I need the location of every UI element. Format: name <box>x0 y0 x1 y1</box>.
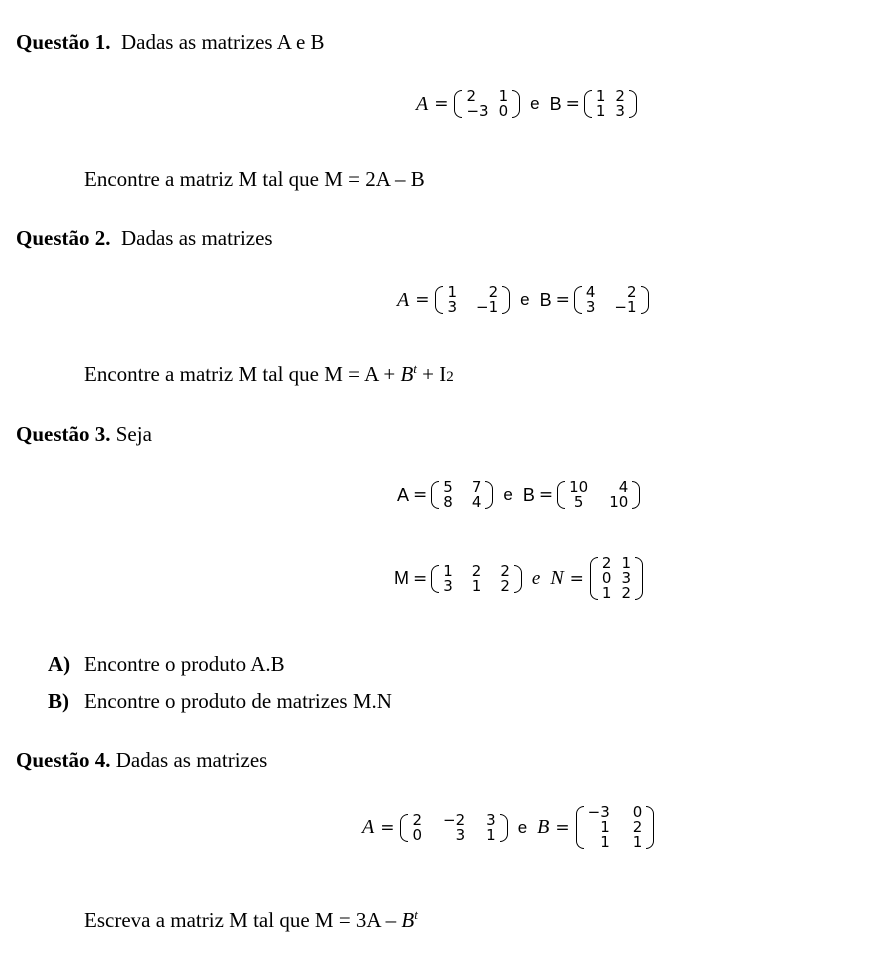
matrix-entry: 1 <box>595 102 606 120</box>
matrix-entry: 1 <box>621 554 632 572</box>
q1-matrix-b-label: B <box>549 93 562 114</box>
q3-equals-a: = <box>413 485 428 505</box>
matrix-entry: 0 <box>601 569 612 587</box>
q3-connector-ab: e <box>503 485 513 504</box>
matrix-entry: −3 <box>587 803 610 821</box>
matrix-entry: 1 <box>600 833 610 851</box>
q3-matrix-b <box>557 480 640 510</box>
matrix-entry: 4 <box>585 283 596 301</box>
matrix-entry: 2 <box>632 818 643 836</box>
q4-instruction <box>84 908 418 933</box>
matrix-entry: 2 <box>500 576 510 595</box>
matrix-entry: −3 <box>466 102 489 120</box>
q3-connector-mn: e <box>531 567 541 589</box>
q3-title-number: Questão 3. <box>16 422 111 446</box>
q2-connector: e <box>520 290 530 309</box>
q3-matrix-b-label: B <box>522 484 535 505</box>
matrix-entry: 0 <box>412 825 423 844</box>
matrix-entry: 4 <box>618 478 629 496</box>
matrix-entry: −2 <box>443 810 466 829</box>
q2-instruction-b: B <box>400 362 414 386</box>
matrix-entry: 1 <box>498 87 509 105</box>
q3-item-b-label: B) <box>48 689 69 713</box>
q4-equals-a: = <box>380 817 395 838</box>
q4-equals-b: = <box>555 817 570 838</box>
q3-title <box>16 422 152 447</box>
q3-equation-mn <box>394 556 643 601</box>
q2-matrix-b-label: B <box>539 289 552 310</box>
q4-matrix-a <box>400 810 507 844</box>
q2-title <box>16 226 273 251</box>
q3-matrix-a <box>431 480 493 510</box>
matrix-entry: 2 <box>466 87 477 105</box>
q4-title-text: Dadas as matrizes <box>115 748 268 772</box>
q2-instruction <box>84 362 454 387</box>
matrix-entry: 1 <box>471 576 482 595</box>
q3-title-text: Seja <box>115 422 152 446</box>
q2-instruction-transpose: t <box>413 361 417 376</box>
matrix-entry: 1 <box>600 818 610 836</box>
q3-matrix-n-label: N <box>550 567 564 589</box>
q4-connector: e <box>517 817 528 837</box>
matrix-entry: 5 <box>443 478 453 496</box>
matrix-entry: 3 <box>447 298 458 316</box>
q2-instruction-identity-size: 2 <box>446 369 454 385</box>
q3-item-a-label: A) <box>48 652 71 676</box>
matrix-entry: 0 <box>498 102 509 120</box>
q3-matrix-a-label: A <box>397 484 410 505</box>
matrix-entry: 2 <box>601 554 612 572</box>
matrix-entry: 3 <box>443 576 453 595</box>
q2-title-number: Questão 2. <box>16 226 111 250</box>
matrix-entry: 10 <box>569 478 589 496</box>
q3-equals-m: = <box>413 568 428 589</box>
q1-connector: e <box>530 94 540 113</box>
matrix-entry: 2 <box>627 283 637 301</box>
matrix-entry: 4 <box>471 493 482 511</box>
matrix-entry: 1 <box>595 87 606 105</box>
q4-equation <box>362 805 654 850</box>
matrix-entry: 3 <box>585 298 596 316</box>
matrix-entry: 2 <box>621 584 632 602</box>
q1-equals-a: = <box>434 94 449 114</box>
q3-item-b <box>48 689 392 714</box>
q1-instruction <box>84 167 425 192</box>
q2-equals-a: = <box>415 290 430 310</box>
q1-equals-b: = <box>565 94 580 114</box>
q3-matrix-m <box>431 561 522 595</box>
matrix-entry: 3 <box>486 810 496 829</box>
q2-equals-b: = <box>555 290 570 310</box>
matrix-entry: 10 <box>609 493 629 511</box>
q4-instruction-b: B <box>401 908 415 932</box>
q2-matrix-b <box>574 285 649 315</box>
matrix-entry: 1 <box>443 561 453 580</box>
matrix-entry: −1 <box>476 298 499 316</box>
matrix-entry: 2 <box>488 283 499 301</box>
q4-instruction-transpose: t <box>414 907 418 922</box>
q4-matrix-b-label: B <box>537 816 550 838</box>
q4-matrix-a-label: A <box>362 816 375 838</box>
q4-title-number: Questão 4. <box>16 748 111 772</box>
matrix-entry: 2 <box>412 810 423 829</box>
q1-equation <box>416 89 637 119</box>
q3-matrix-m-label: M <box>394 568 409 588</box>
matrix-entry: 8 <box>443 493 453 511</box>
q3-equation-ab <box>397 480 640 510</box>
matrix-entry: 7 <box>471 478 482 496</box>
matrix-entry: 1 <box>447 283 458 301</box>
q3-equals-b: = <box>538 485 554 505</box>
matrix-entry: 5 <box>573 493 584 511</box>
matrix-entry: 2 <box>615 87 625 105</box>
matrix-entry: 3 <box>455 825 466 844</box>
q1-matrix-b <box>584 89 637 119</box>
matrix-entry: −1 <box>614 298 637 316</box>
q2-title-text: Dadas as matrizes <box>121 226 273 250</box>
q4-matrix-b <box>576 805 655 850</box>
q4-title <box>16 748 267 773</box>
q3-matrix-n <box>590 556 643 601</box>
q2-equation <box>397 285 649 315</box>
q3-item-a-text: Encontre o produto A.B <box>84 652 285 676</box>
q4-instruction-text: Escreva a matriz M tal que M = 3A – <box>84 908 402 932</box>
q1-title-text: Dadas as matrizes A e B <box>121 30 325 54</box>
q1-title <box>16 30 325 55</box>
matrix-entry: 1 <box>486 825 496 844</box>
q1-instruction-text: Encontre a matriz M tal que M = 2A – B <box>84 167 425 191</box>
q1-matrix-a <box>454 89 520 119</box>
q3-equals-n: = <box>569 568 584 589</box>
q2-matrix-a-label: A <box>397 288 410 311</box>
q3-item-b-text: Encontre o produto de matrizes M.N <box>84 689 392 713</box>
q1-title-number: Questão 1. <box>16 30 111 54</box>
matrix-entry: 1 <box>601 584 612 602</box>
q3-item-a <box>48 652 285 677</box>
matrix-entry: 0 <box>632 803 643 821</box>
q1-matrix-a-label: A <box>416 92 429 115</box>
matrix-entry: 3 <box>621 569 632 587</box>
matrix-entry: 1 <box>632 833 643 851</box>
q2-instruction-identity: + I <box>416 362 447 386</box>
matrix-entry: 2 <box>471 561 482 580</box>
q2-instruction-text: Encontre a matriz M tal que M = A + <box>84 362 401 386</box>
matrix-entry: 3 <box>615 102 625 120</box>
matrix-entry: 2 <box>500 561 510 580</box>
q2-matrix-a <box>435 285 510 315</box>
